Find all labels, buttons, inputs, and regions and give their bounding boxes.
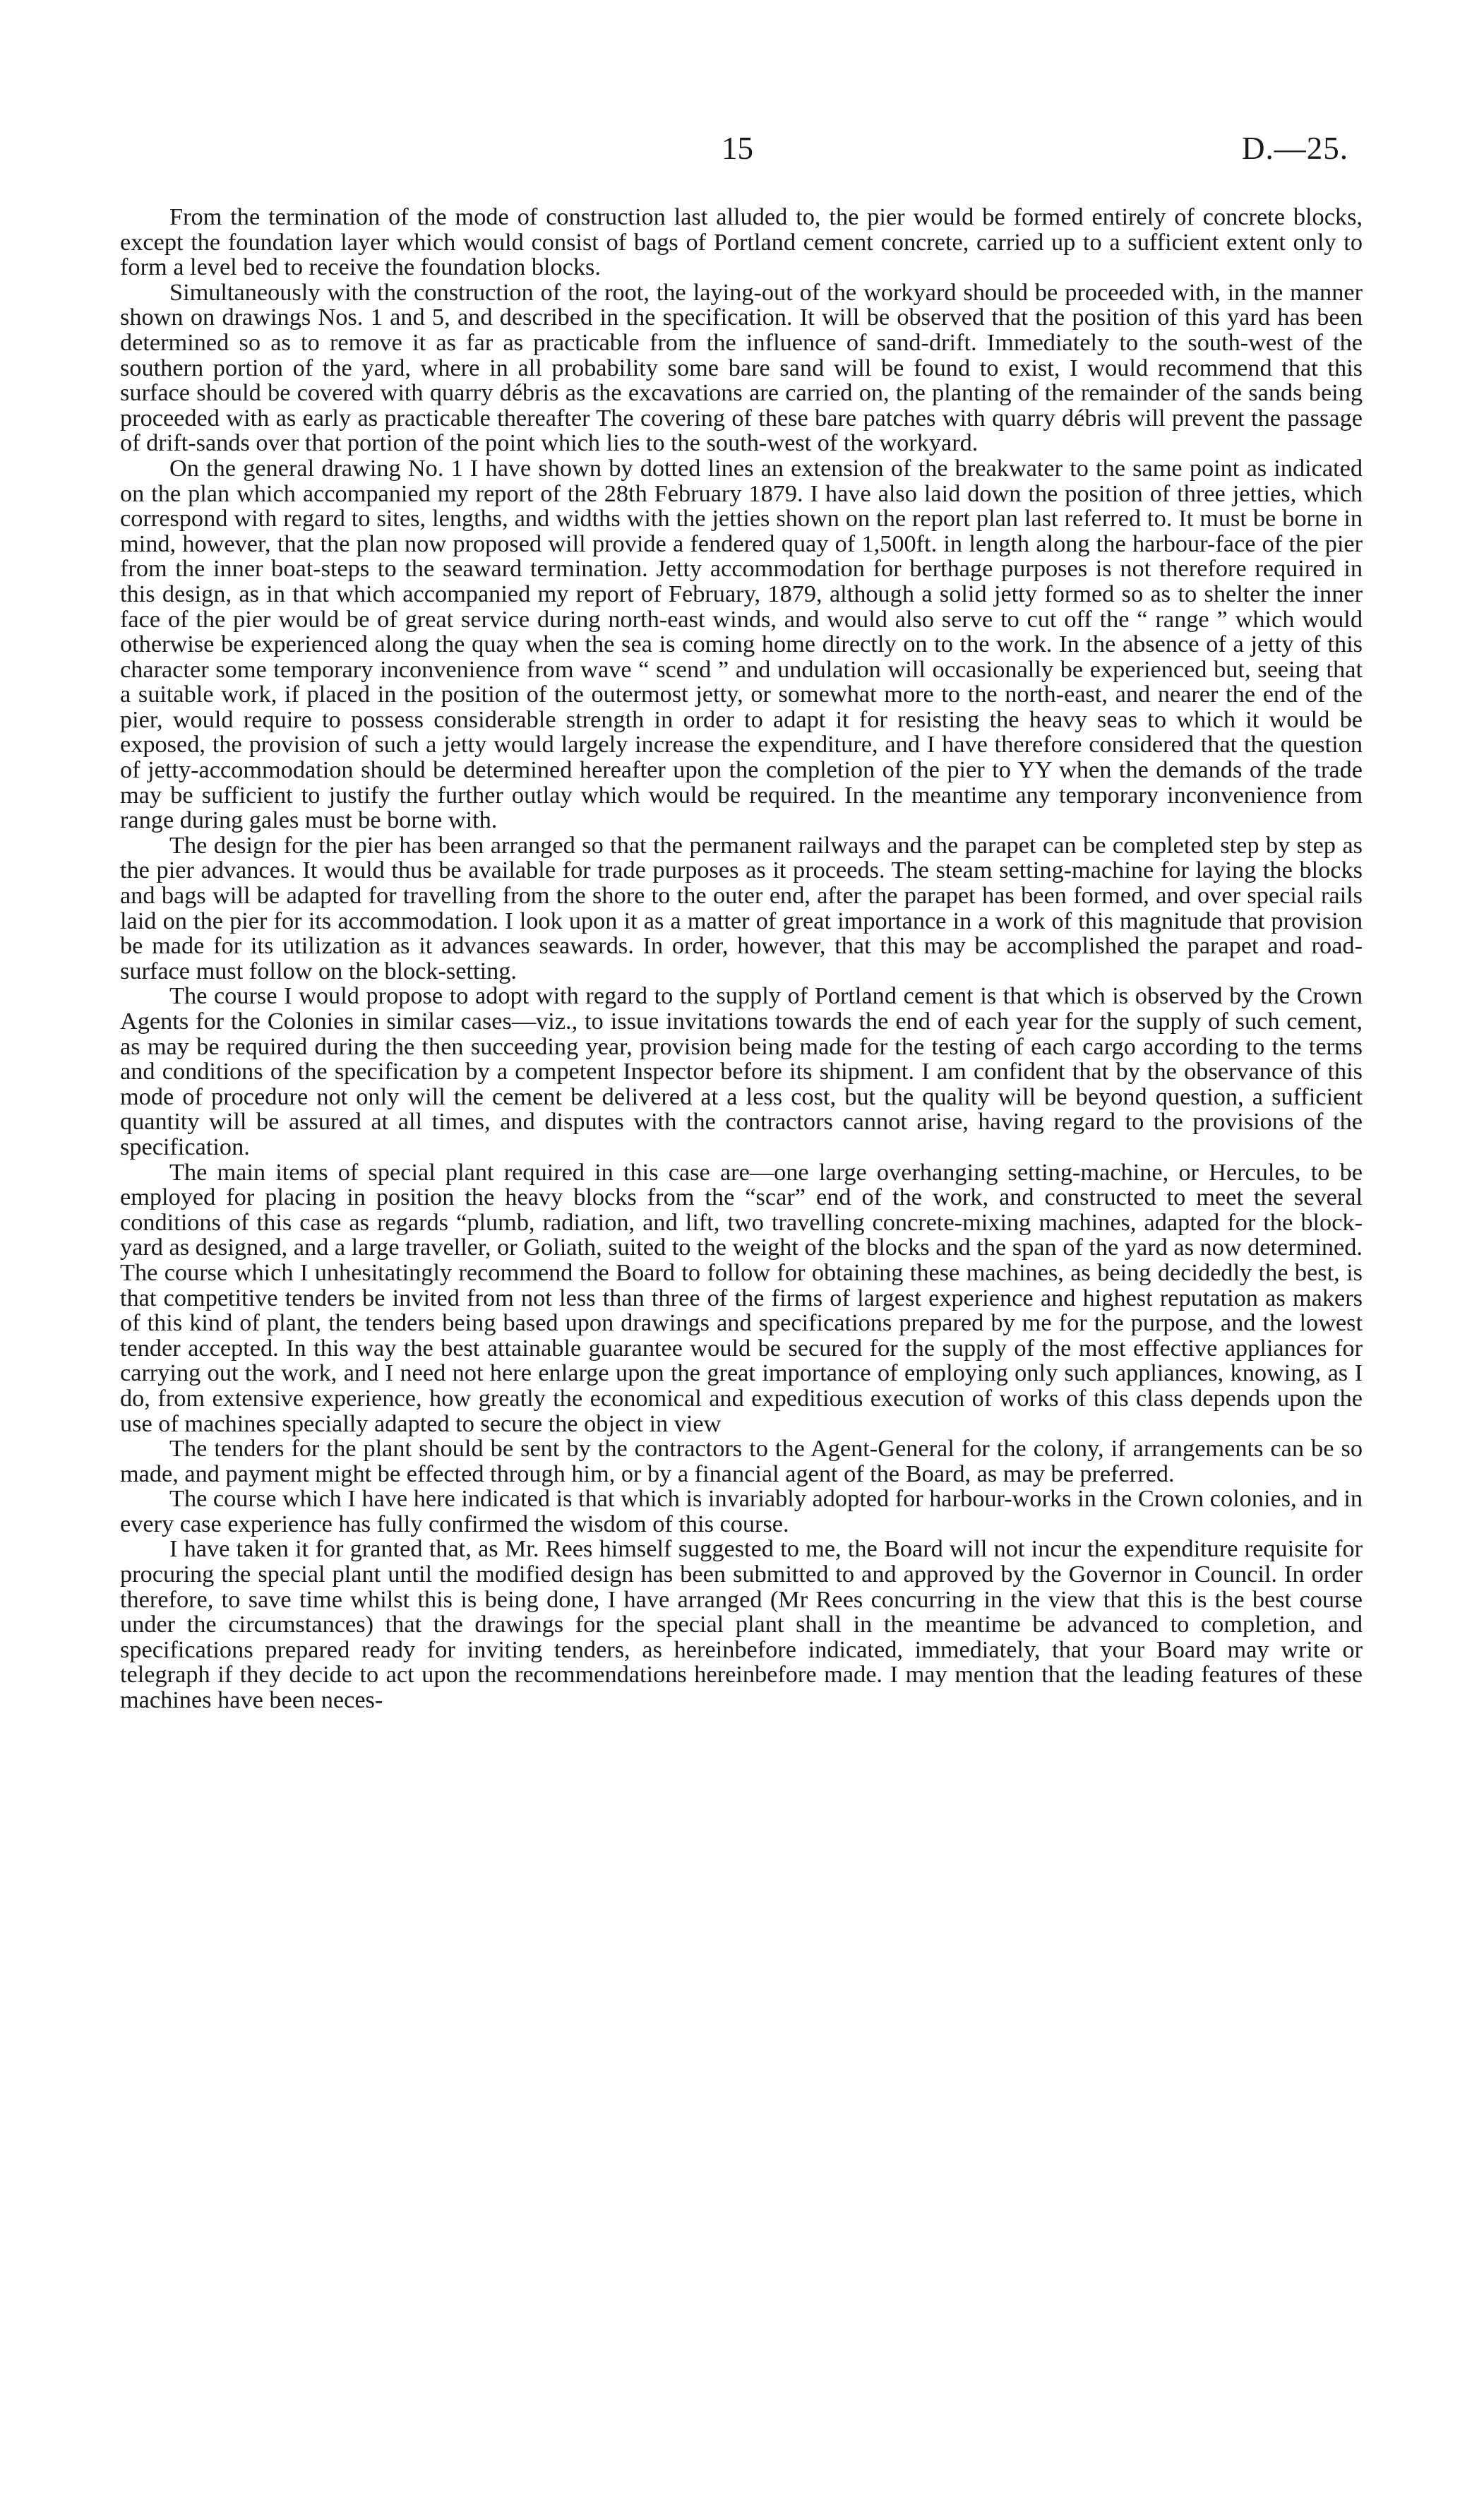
page-number: 15 [722, 131, 753, 166]
paragraph: The design for the pier has been arranged so that the permanent railways and the parapet can be completed step by step as the pier advances. It would thus be available for trade purposes as it proceeds. The steam setting-machine for laying the blocks and bags will be adapted for travelling from the shore to the outer end, after the parapet has been formed, and over special rails laid on the pier for its accommodation. I look upon it as a matter of great importance in a work of this magnitude that provision be made for its utilization as it advances seawards. In order, however, that this may be accomplished the parapet and road-surface must follow on the block-setting. [120, 831, 1363, 984]
body-text [120, 205, 1363, 1713]
paragraph: From the termination of the mode of construction last alluded to, the pier would be formed entirely of concrete blocks, except the foundation layer which would consist of bags of Portland cement concrete, carried up to a sufficient extent only to form a level bed to receive the foundation blocks. [120, 203, 1363, 281]
paragraph: The main items of special plant required in this case are—one large overhanging setting-machine, or Hercules, to be employed for placing in position the heavy blocks from the “scar” end of the work, and constructed to meet the several conditions of this case as regards “plumb, radiation, and lift, two travelling concrete-mixing machines, adapted for the block-yard as designed, and a large traveller, or Goliath, suited to the weight of the blocks and the span of the yard as now determined. The course which I unhesitatingly recommend the Board to follow for obtaining these machines, as being decidedly the best, is that competitive tenders be invited from not less than three of the firms of largest experience and highest reputation as makers of this kind of plant, the tenders being based upon drawings and specifications prepared by me for the purpose, and the lowest tender accepted. In this way the best attainable guarantee would be secured for the supply of the most effective appliances for carrying out the work, and I need not here enlarge upon the great importance of employing only such appliances, knowing, as I do, from extensive experience, how greatly the economical and expeditious execution of works of this class depends upon the use of machines specially adapted to secure the object in view [120, 1158, 1363, 1437]
paragraph: The course I would propose to adopt with regard to the supply of Portland cement is that which is observed by the Crown Agents for the Colonies in similar cases—viz., to issue invitations towards the end of each year for the supply of such cement, as may be required during the then succeeding year, provision being made for the testing of each cargo according to the terms and conditions of the specification by a competent Inspector before its shipment. I am confident that by the observance of this mode of procedure not only will the cement be delivered at a less cost, but the quality will be beyond question, a sufficient quantity will be assured at all times, and disputes with the contractors cannot arise, having regard to the provisions of the specification. [120, 982, 1363, 1160]
page-header [0, 130, 1484, 172]
paragraph: On the general drawing No. 1 I have shown by dotted lines an extension of the breakwater to the same point as indicated on the plan which accompanied my report of the 28th February 1879. I have also laid down the position of three jetties, which correspond with regard to sites, lengths, and widths with the jetties shown on the report plan last referred to. It must be borne in mind, however, that the plan now proposed will provide a fendered quay of 1,500ft. in length along the harbour-face of the pier from the inner boat-steps to the seaward termination. Jetty accommodation for berthage purposes is not therefore required in this design, as in that which accompanied my report of February, 1879, although a solid jetty formed so as to shelter the inner face of the pier would be of great service during north-east winds, and would also serve to cut off the “ range ” which would otherwise be experienced along the quay when the sea is coming home directly on to the work. In the absence of a jetty of this character some temporary inconvenience from wave “ scend ” and undulation will occasionally be experienced but, seeing that a suitable work, if placed in the position of the outermost jetty, or somewhat more to the north-east, and nearer the end of the pier, would require to possess considerable strength in order to adapt it for resisting the heavy seas to which it would be exposed, the provision of such a jetty would largely increase the expenditure, and I have therefore considered that the question of jetty-accommodation should be determined hereafter upon the completion of the pier to YY when the demands of the trade may be sufficient to justify the further outlay which would be required. In the meantime any temporary inconvenience from range during gales must be borne with. [120, 454, 1363, 834]
paragraph: Simultaneously with the construction of the root, the laying-out of the workyard should be proceeded with, in the manner shown on drawings Nos. 1 and 5, and described in the specification. It will be observed that the position of this yard has been determined so as to remove it as far as practicable from the influence of sand-drift. Immediately to the south-west of the southern portion of the yard, where in all probability some bare sand will be found to exist, I would recommend that this surface should be covered with quarry débris as the excavations are carried on, the planting of the remainder of the sands being proceeded with as early as practicable thereafter The covering of these bare patches with quarry débris will prevent the passage of drift-sands over that portion of the point which lies to the south-west of the workyard. [120, 278, 1363, 457]
paragraph: I have taken it for granted that, as Mr. Rees himself suggested to me, the Board will not incur the expenditure requisite for procuring the special plant until the modified design has been submitted to and approved by the Governor in Council. In order therefore, to save time whilst this is being done, I have arranged (Mr Rees concurring in the view that this is the best course under the circumstances) that the drawings for the special plant shall in the meantime be advanced to completion, and specifications prepared ready for inviting tenders, as hereinbefore indicated, immediately, that your Board may write or telegraph if they decide to act upon the recommendations hereinbefore made. I may mention that the leading features of these machines have been neces- [120, 1535, 1363, 1714]
paragraph: The tenders for the plant should be sent by the contractors to the Agent-General for the colony, if arrangements can be so made, and payment might be effected through him, or by a financial agent of the Board, as may be preferred. [120, 1435, 1363, 1487]
document-reference: D.—25. [1242, 131, 1348, 166]
paragraph: The course which I have here indicated is that which is invariably adopted for harbour-works in the Crown colonies, and in every case experience has fully confirmed the wisdom of this course. [120, 1485, 1363, 1537]
